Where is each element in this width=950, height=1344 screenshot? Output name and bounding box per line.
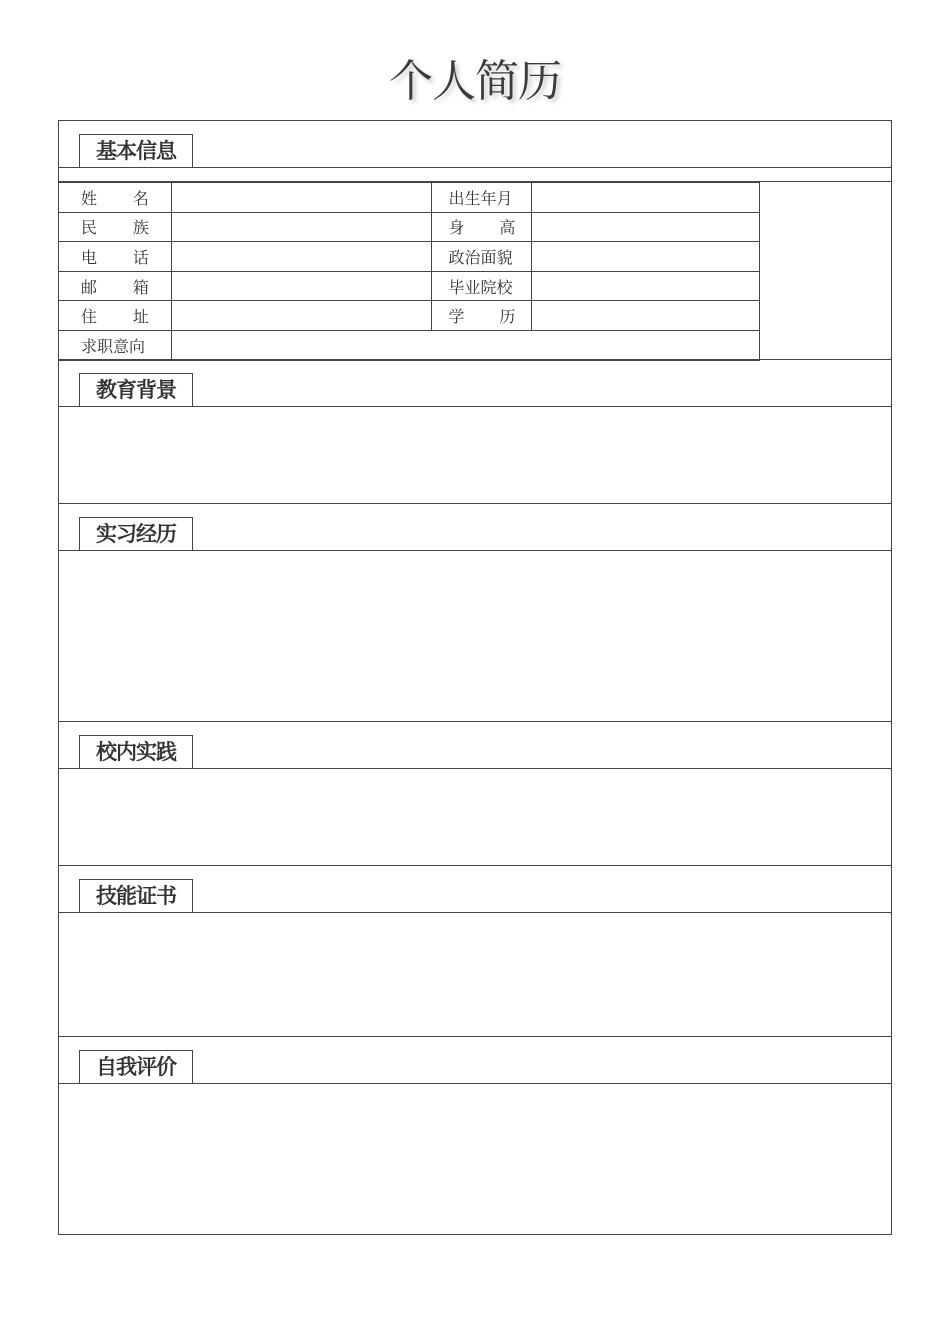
section-title-skills: 技能证书 [79,879,193,912]
section-title-education: 教育背景 [79,373,193,406]
section-skills [58,865,892,1036]
value-address[interactable] [171,301,432,331]
label-degree: 学 历 [432,301,532,331]
label-name: 姓 名 [59,183,172,213]
label-ethnicity: 民 族 [59,212,172,242]
section-title-internship: 实习经历 [79,517,193,550]
section-self-eval [58,1036,892,1235]
value-objective[interactable] [171,330,759,360]
value-height[interactable] [532,212,760,242]
table-row [59,242,760,272]
basic-info-table [58,182,760,361]
section-title-self-eval: 自我评价 [79,1050,193,1083]
label-political: 政治面貌 [432,242,532,272]
label-phone: 电 话 [59,242,172,272]
label-email: 邮 箱 [59,271,172,301]
page-title: 个人简历 [389,56,561,107]
section-basic-info [58,120,892,182]
table-row [59,212,760,242]
label-school: 毕业院校 [432,271,532,301]
section-internship [58,503,892,721]
value-ethnicity[interactable] [171,212,432,242]
section-campus [58,721,892,865]
photo-area[interactable] [759,182,892,359]
value-email[interactable] [171,271,432,301]
label-birth: 出生年月 [432,183,532,213]
section-education [58,359,892,503]
label-objective: 求职意向 [59,330,172,360]
value-phone[interactable] [171,242,432,272]
table-row [59,301,760,331]
value-political[interactable] [532,242,760,272]
label-height: 身 高 [432,212,532,242]
value-degree[interactable] [532,301,760,331]
table-row [59,271,760,301]
section-title-basic-info: 基本信息 [79,134,193,167]
label-address: 住 址 [59,301,172,331]
value-school[interactable] [532,271,760,301]
table-row [59,183,760,213]
value-name[interactable] [171,183,432,213]
value-birth[interactable] [532,183,760,213]
section-title-campus: 校内实践 [79,735,193,768]
table-row [59,330,760,360]
